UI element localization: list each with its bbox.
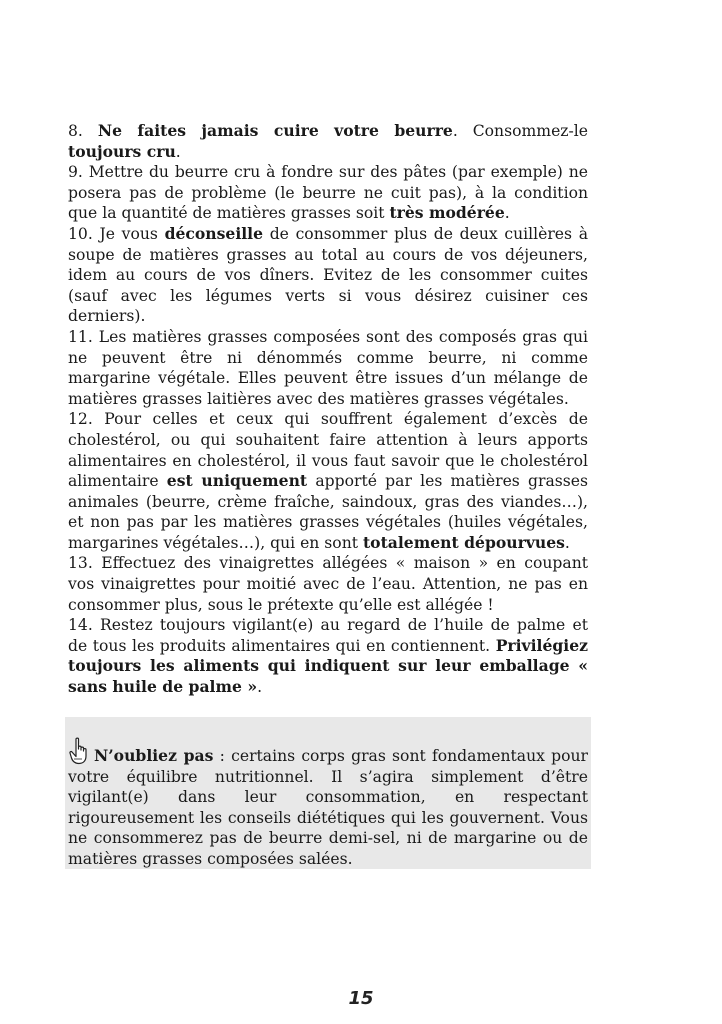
reminder-heading: N’oubliez pas [94, 746, 214, 765]
item-14-bold: Privilégiez toujours les aliments qui indiquent sur leur emballage « sans huile de palme » [68, 635, 588, 697]
item-11-text: 11. Les matières grasses composées sont des composés gras qui ne peuvent être ni dénommés comme beurre, ni comme margarine végétale. Elles peuvent être issues d’un mélange de matières grasses laitières avec des matières grasses végétales. [68, 327, 588, 408]
page-number: 15 [348, 988, 374, 1009]
item-9-end: . [504, 204, 510, 223]
item-12-text-2: apporté par les matières grasses animales (beurre, crème fraîche, saindoux, gras des viandes…), et non pas par les matières grasses végétales (huiles végétales, margarines végétales…), qui en sont [68, 472, 588, 552]
item-13-text: 13. Effectuez des vinaigrettes allégées « maison » en coupant vos vinaigrettes pour moitié avec de l’eau. Attention, ne pas en consommer plus, sous le prétexte qu’elle est allégée ! [68, 554, 588, 614]
item-8-end: . [175, 142, 181, 161]
item-12-end: . [564, 533, 570, 552]
item-14-end: . [257, 678, 263, 697]
reminder-text [68, 737, 588, 870]
item-9-text: 9. Mettre du beurre cru à fondre sur des pâtes (par exemple) ne posera pas de problème (le beurre ne cuit pas), à la condition que la quantité de matières grasses soit [68, 163, 588, 223]
item-8-text: . Consommez-le [452, 122, 588, 140]
item-9-bold: très modérée [389, 203, 505, 223]
item-8 [68, 121, 588, 162]
item-8-bold-2: toujours cru [68, 141, 176, 161]
item-14-text: 14. Restez toujours vigilant(e) au regard de l’huile de palme et de tous les produits alimentaires qui en contiennent. [68, 616, 588, 655]
item-12-bold-1: est uniquement [166, 471, 308, 491]
item-12-text-1: 12. Pour celles et ceux qui souffrent également d’excès de cholestérol, ou qui souhaitent faire attention à leurs apports alimentaires en cholestérol, il vous faut savoir que le cholestérol alimentaire [68, 410, 588, 491]
item-12-bold-2: totalement dépourvues [362, 532, 565, 552]
item-9 [68, 162, 588, 224]
pointing-hand-icon [68, 737, 90, 765]
item-10-text: de consommer plus de deux cuillères à soupe de matières grasses au total au cours de vos déjeuners, idem au cours de vos dîners. Evitez de les consommer cuites (sauf avec les légumes verts si vous désirez cuisiner ces derniers). [68, 224, 588, 326]
item-12 [68, 409, 588, 553]
item-11 [68, 327, 588, 409]
reminder-body: : certains corps gras sont fondamentaux pour votre équilibre nutritionnel. Il s’agira simplement d’être vigilant(e) dans leur consommation, en respectant rigoureusement les conseils diététiques qui les gouvernent. Vous ne consommerez pas de beurre demi-sel, ni de margarine ou de matières grasses composées salées. [68, 747, 588, 868]
reminder-box [65, 717, 591, 869]
item-8-number: 8. [68, 122, 98, 140]
item-10-bold: déconseille [164, 223, 264, 243]
item-10-start: 10. Je vous [68, 224, 165, 243]
item-8-bold-1: Ne faites jamais cuire votre beurre [97, 121, 453, 140]
item-10 [68, 224, 588, 327]
main-text [68, 121, 588, 698]
item-13 [68, 553, 588, 615]
item-14 [68, 615, 588, 697]
